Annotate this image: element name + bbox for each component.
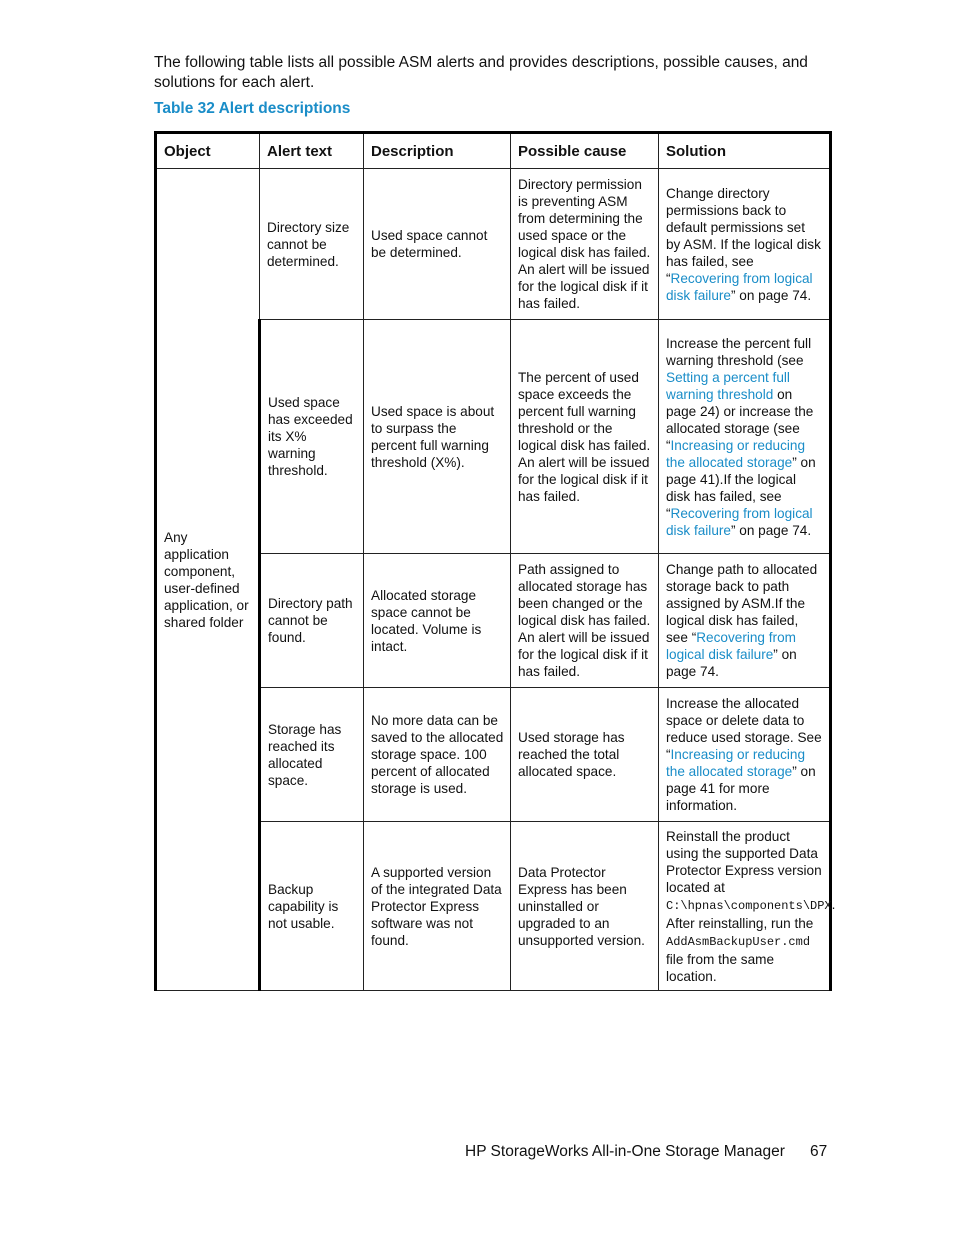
solution-cell: Increase the percent full warning threshold (see Setting a percent full warning threshold on page 24) or increase the allocated storage (see “Increasing or reducing the allocated storage” on page 41).If the logical disk has failed, see “Recovering from logical disk failure” on page 74. [659, 320, 831, 554]
solution-cell: Increase the allocated space or delete data to reduce used storage. See “Increasing or reducing the allocated storage” on page 41 for more information. [659, 688, 831, 822]
description-cell: Used space cannot be determined. [364, 169, 511, 320]
alert-text-cell: Backup capability is not usable. [260, 822, 364, 991]
alert-text-cell: Storage has reached its allocated space. [260, 688, 364, 822]
header-possible-cause: Possible cause [511, 133, 659, 169]
table-caption: Table 32 Alert descriptions [154, 100, 351, 117]
header-alert-text: Alert text [260, 133, 364, 169]
object-cell: Any application component, user-defined application, or shared folder [156, 169, 260, 991]
description-cell: A supported version of the integrated Data Protector Express software was not found. [364, 822, 511, 991]
link-increasing-or-reducing-allocated-storage[interactable]: Increasing or reducing the allocated storage [666, 747, 806, 779]
footer-title: HP StorageWorks All-in-One Storage Manager [465, 1143, 785, 1160]
link-recovering-from-logical-disk-failure[interactable]: Recovering from logical disk failure [666, 270, 813, 303]
alert-text-cell: Directory size cannot be determined. [260, 169, 364, 320]
cause-cell: Used storage has reached the total allocated space. [511, 688, 659, 822]
description-cell: No more data can be saved to the allocated storage space. 100 percent of allocated storage is used. [364, 688, 511, 822]
cause-cell: Directory permission is preventing ASM from determining the used space or the logical disk has failed. An alert will be issued for the logical disk if it has failed. [511, 169, 659, 320]
link-recovering-from-logical-disk-failure[interactable]: Recovering from logical disk failure [666, 630, 796, 662]
link-recovering-from-logical-disk-failure[interactable]: Recovering from logical disk failure [666, 505, 813, 538]
cause-cell: Path assigned to allocated storage has been changed or the logical disk has failed. An alert will be issued for the logical disk if it has failed. [511, 554, 659, 688]
intro-paragraph: The following table lists all possible ASM alerts and provides descriptions, possible causes, and solutions for each alert. [154, 54, 808, 91]
header-solution: Solution [659, 133, 831, 169]
cause-cell: Data Protector Express has been uninstalled or upgraded to an unsupported version. [511, 822, 659, 991]
cause-cell: The percent of used space exceeds the percent full warning threshold or the logical disk has failed. An alert will be issued for the logical disk if it has failed. [511, 320, 659, 554]
alert-text-cell: Used space has exceeded its X% warning threshold. [260, 320, 364, 554]
table-row [156, 169, 831, 320]
alert-text-cell: Directory path cannot be found. [260, 554, 364, 688]
link-increasing-or-reducing-allocated-storage[interactable]: Increasing or reducing the allocated storage [666, 437, 806, 470]
install-path: C:\hpnas\components\DPX [666, 898, 832, 913]
table-header-row [156, 133, 831, 169]
script-filename: AddAsmBackupUser.cmd [666, 934, 811, 949]
solution-cell: Change directory permissions back to default permissions set by ASM. If the logical disk has failed, see “Recovering from logical disk failure” on page 74. [659, 169, 831, 320]
header-object: Object [156, 133, 260, 169]
solution-cell: Reinstall the product using the supported Data Protector Express version located at C:\hpnas\components\DPX. After reinstalling, run the AddAsmBackupUser.cmd file from the same location. [659, 822, 831, 991]
page-number: 67 [810, 1143, 828, 1160]
description-cell: Allocated storage space cannot be located. Volume is intact. [364, 554, 511, 688]
header-description: Description [364, 133, 511, 169]
solution-cell: Change path to allocated storage back to path assigned by ASM.If the logical disk has failed, see “Recovering from logical disk failure” on page 74. [659, 554, 831, 688]
description-cell: Used space is about to surpass the percent full warning threshold (X%). [364, 320, 511, 554]
alert-descriptions-table [154, 131, 836, 991]
link-setting-percent-full-warning-threshold[interactable]: Setting a percent full warning threshold [666, 369, 790, 402]
